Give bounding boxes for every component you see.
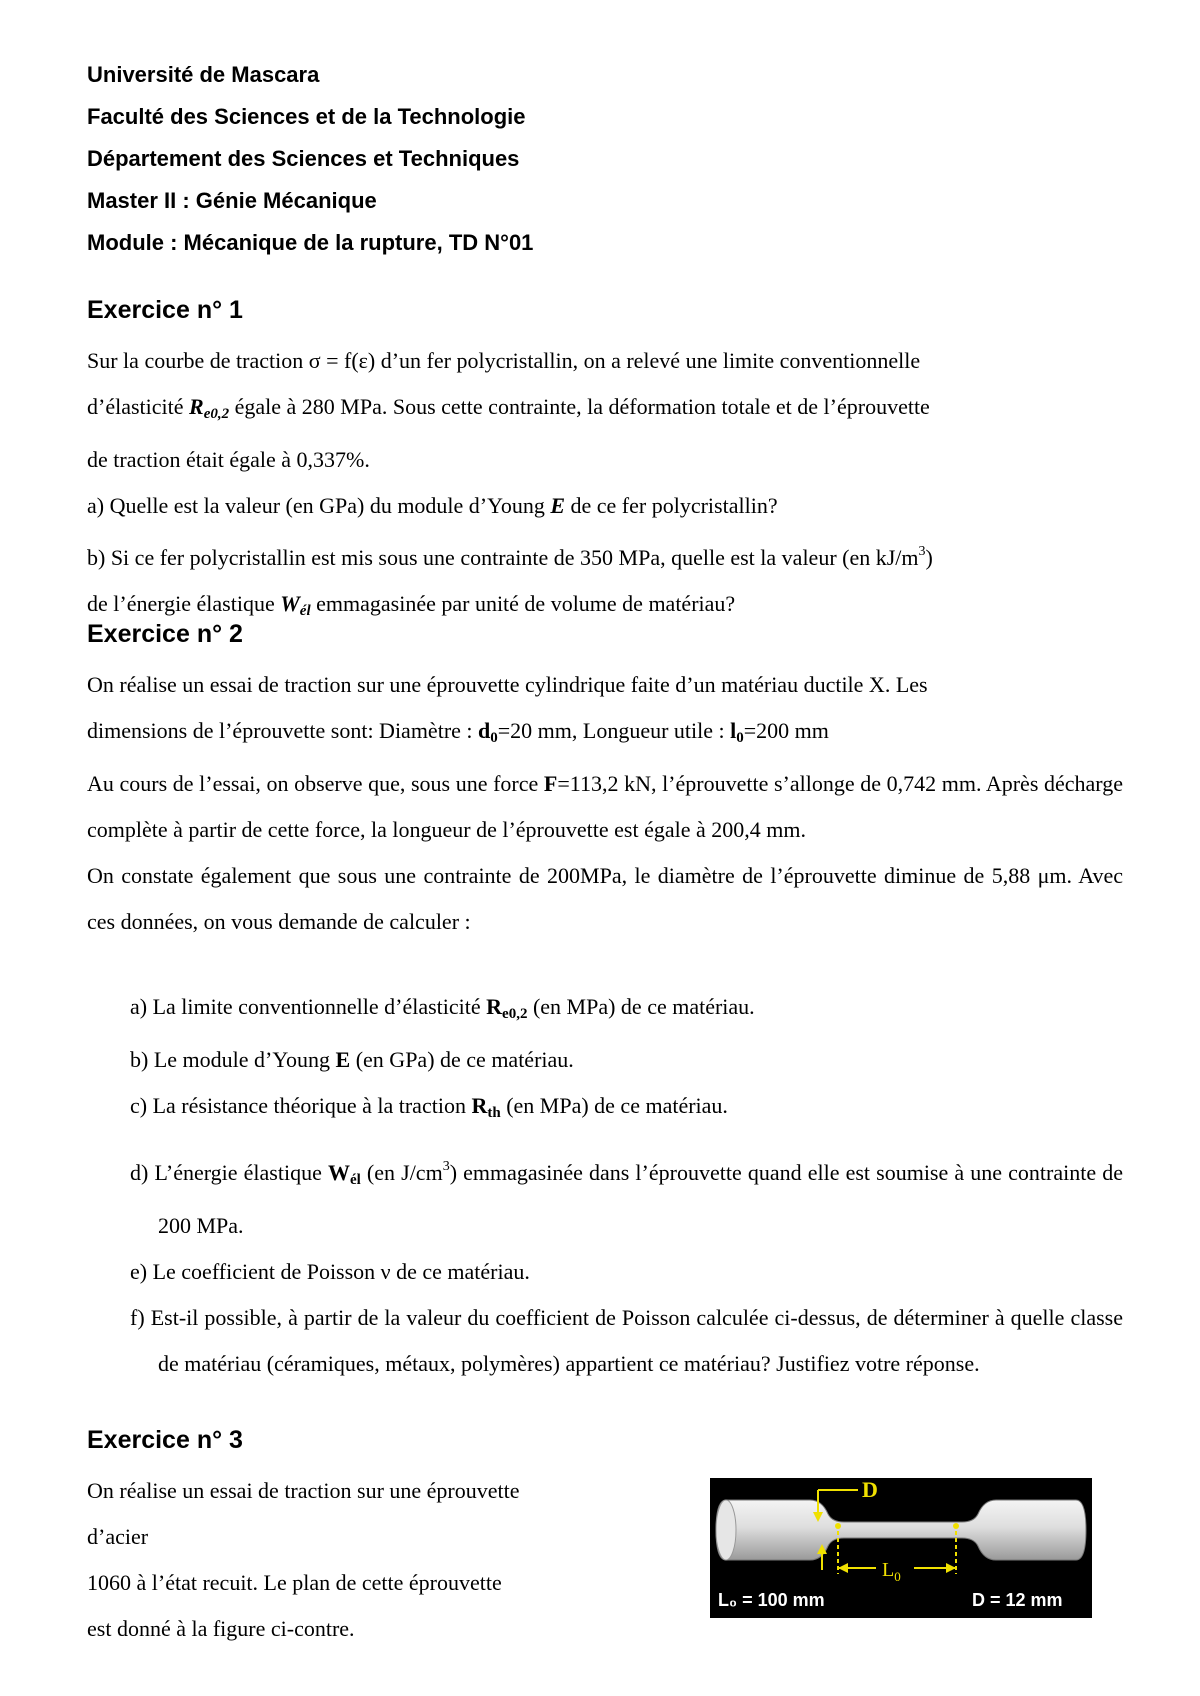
ex1-question-a: a) Quelle est la valeur (en GPa) du module d’Young E de ce fer polycristallin? xyxy=(87,493,778,518)
department-name: Département des Sciences et Techniques xyxy=(87,146,520,171)
specimen-end-face xyxy=(716,1500,736,1560)
exercise-1-title: Exercice n° 1 xyxy=(87,296,243,324)
gauge-dot-right xyxy=(953,1523,959,1529)
ex3-line-2: d’acier xyxy=(87,1524,149,1549)
l0-label: $L_0$ xyxy=(882,1559,901,1584)
ex1-question-b: b) Si ce fer polycristallin est mis sous une contrainte de 350 MPa, quelle est la valeur (en $kJ/m^3$) xyxy=(87,544,933,570)
module-name: Module : Mécanique de la rupture, TD N°01 xyxy=(87,230,534,255)
ex2-question-list xyxy=(130,984,1123,1387)
ex3-line-1: On réalise un essai de traction sur une éprouvette xyxy=(87,1478,520,1503)
d-label: D xyxy=(862,1478,878,1502)
symbol-re02: R xyxy=(189,394,204,419)
caption-l0: L₀ = 100 mm xyxy=(718,1590,825,1610)
ex1-line-3: de traction était égale à 0,337%. xyxy=(87,447,370,472)
caption-d: D = 12 mm xyxy=(972,1590,1063,1610)
ex2-line-2: dimensions de l’éprouvette sont: Diamètre : $d_0=20$ mm, Longueur utile : $l_0=200$ mm xyxy=(87,718,829,746)
symbol-e: E xyxy=(550,493,566,518)
symbol-wel: W xyxy=(280,591,300,616)
document-header xyxy=(87,54,533,264)
exercise-3-title: Exercice n° 3 xyxy=(87,1426,243,1454)
ex2-question-b: b) Le module d’Young E (en GPa) de ce matériau. xyxy=(130,1047,574,1072)
gauge-dot-left xyxy=(835,1523,841,1529)
faculty-name: Faculté des Sciences et de la Technologie xyxy=(87,104,526,129)
ex2-paragraph-3: On constate également que sous une contrainte de 200MPa, le diamètre de l’éprouvette diminue de 5,88 μm. Avec ces données, on vous demande de calculer : xyxy=(87,863,1123,934)
ex2-question-d: d) L’énergie élastique $W_{él}$ (en $J/cm^3$) emmagasinée dans l’éprouvette quand elle est soumise à une contrainte de 200 MPa. xyxy=(130,1159,1123,1238)
symbol-l0: l xyxy=(730,718,737,743)
exercise-3-body xyxy=(87,1468,647,1652)
master-program: Master II : Génie Mécanique xyxy=(87,188,377,213)
ex2-paragraph-2: Au cours de l’essai, on observe que, sous une force F=113,2 kN, l’éprouvette s’allonge de 0,742 mm. Après décharge complète à partir de cette force, la longueur de l’éprouvette est égale à 200,4 mm. xyxy=(87,771,1123,842)
ex2-question-a: a) La limite conventionnelle d’élasticité $R_{e0,2}$ (en MPa) de ce matériau. xyxy=(130,994,755,1022)
ex2-line-1: On réalise un essai de traction sur une éprouvette cylindrique faite d’un matériau ductile X. Les xyxy=(87,672,928,697)
exercise-2-body xyxy=(87,662,1123,945)
symbol-d0: d xyxy=(478,718,491,743)
exercise-2-title: Exercice n° 2 xyxy=(87,620,243,648)
ex1-line-2: d’élasticité $R_{e0,2}$ égale à 280 MPa. Sous cette contrainte, la déformation totale et de l’éprouvette xyxy=(87,394,930,422)
symbol-f: F xyxy=(543,771,558,796)
specimen-drawing xyxy=(710,1478,1092,1618)
ex2-question-e: e) Le coefficient de Poisson ν de ce matériau. xyxy=(130,1259,530,1284)
tensile-specimen-figure xyxy=(710,1478,1092,1618)
ex2-question-f: f) Est-il possible, à partir de la valeur du coefficient de Poisson calculée ci-dessus, de déterminer à quelle classe de matériau (céramiques, métaux, polymères) appartient ce matériau? Justifiez votre réponse. xyxy=(130,1305,1123,1376)
ex3-line-4: est donné à la figure ci-contre. xyxy=(87,1616,355,1641)
exercise-1-body xyxy=(87,338,1123,634)
ex1-line-1: Sur la courbe de traction σ = f(ε) d’un fer polycristallin, on a relevé une limite conventionnelle xyxy=(87,348,921,373)
ex1-question-b-cont: de l’énergie élastique $W_{él}$ emmagasinée par unité de volume de matériau? xyxy=(87,591,736,619)
university-name: Université de Mascara xyxy=(87,62,320,87)
ex2-question-c: c) La résistance théorique à la traction $R_{th}$ (en MPa) de ce matériau. xyxy=(130,1093,728,1121)
ex3-line-3: 1060 à l’état recuit. Le plan de cette éprouvette xyxy=(87,1570,502,1595)
